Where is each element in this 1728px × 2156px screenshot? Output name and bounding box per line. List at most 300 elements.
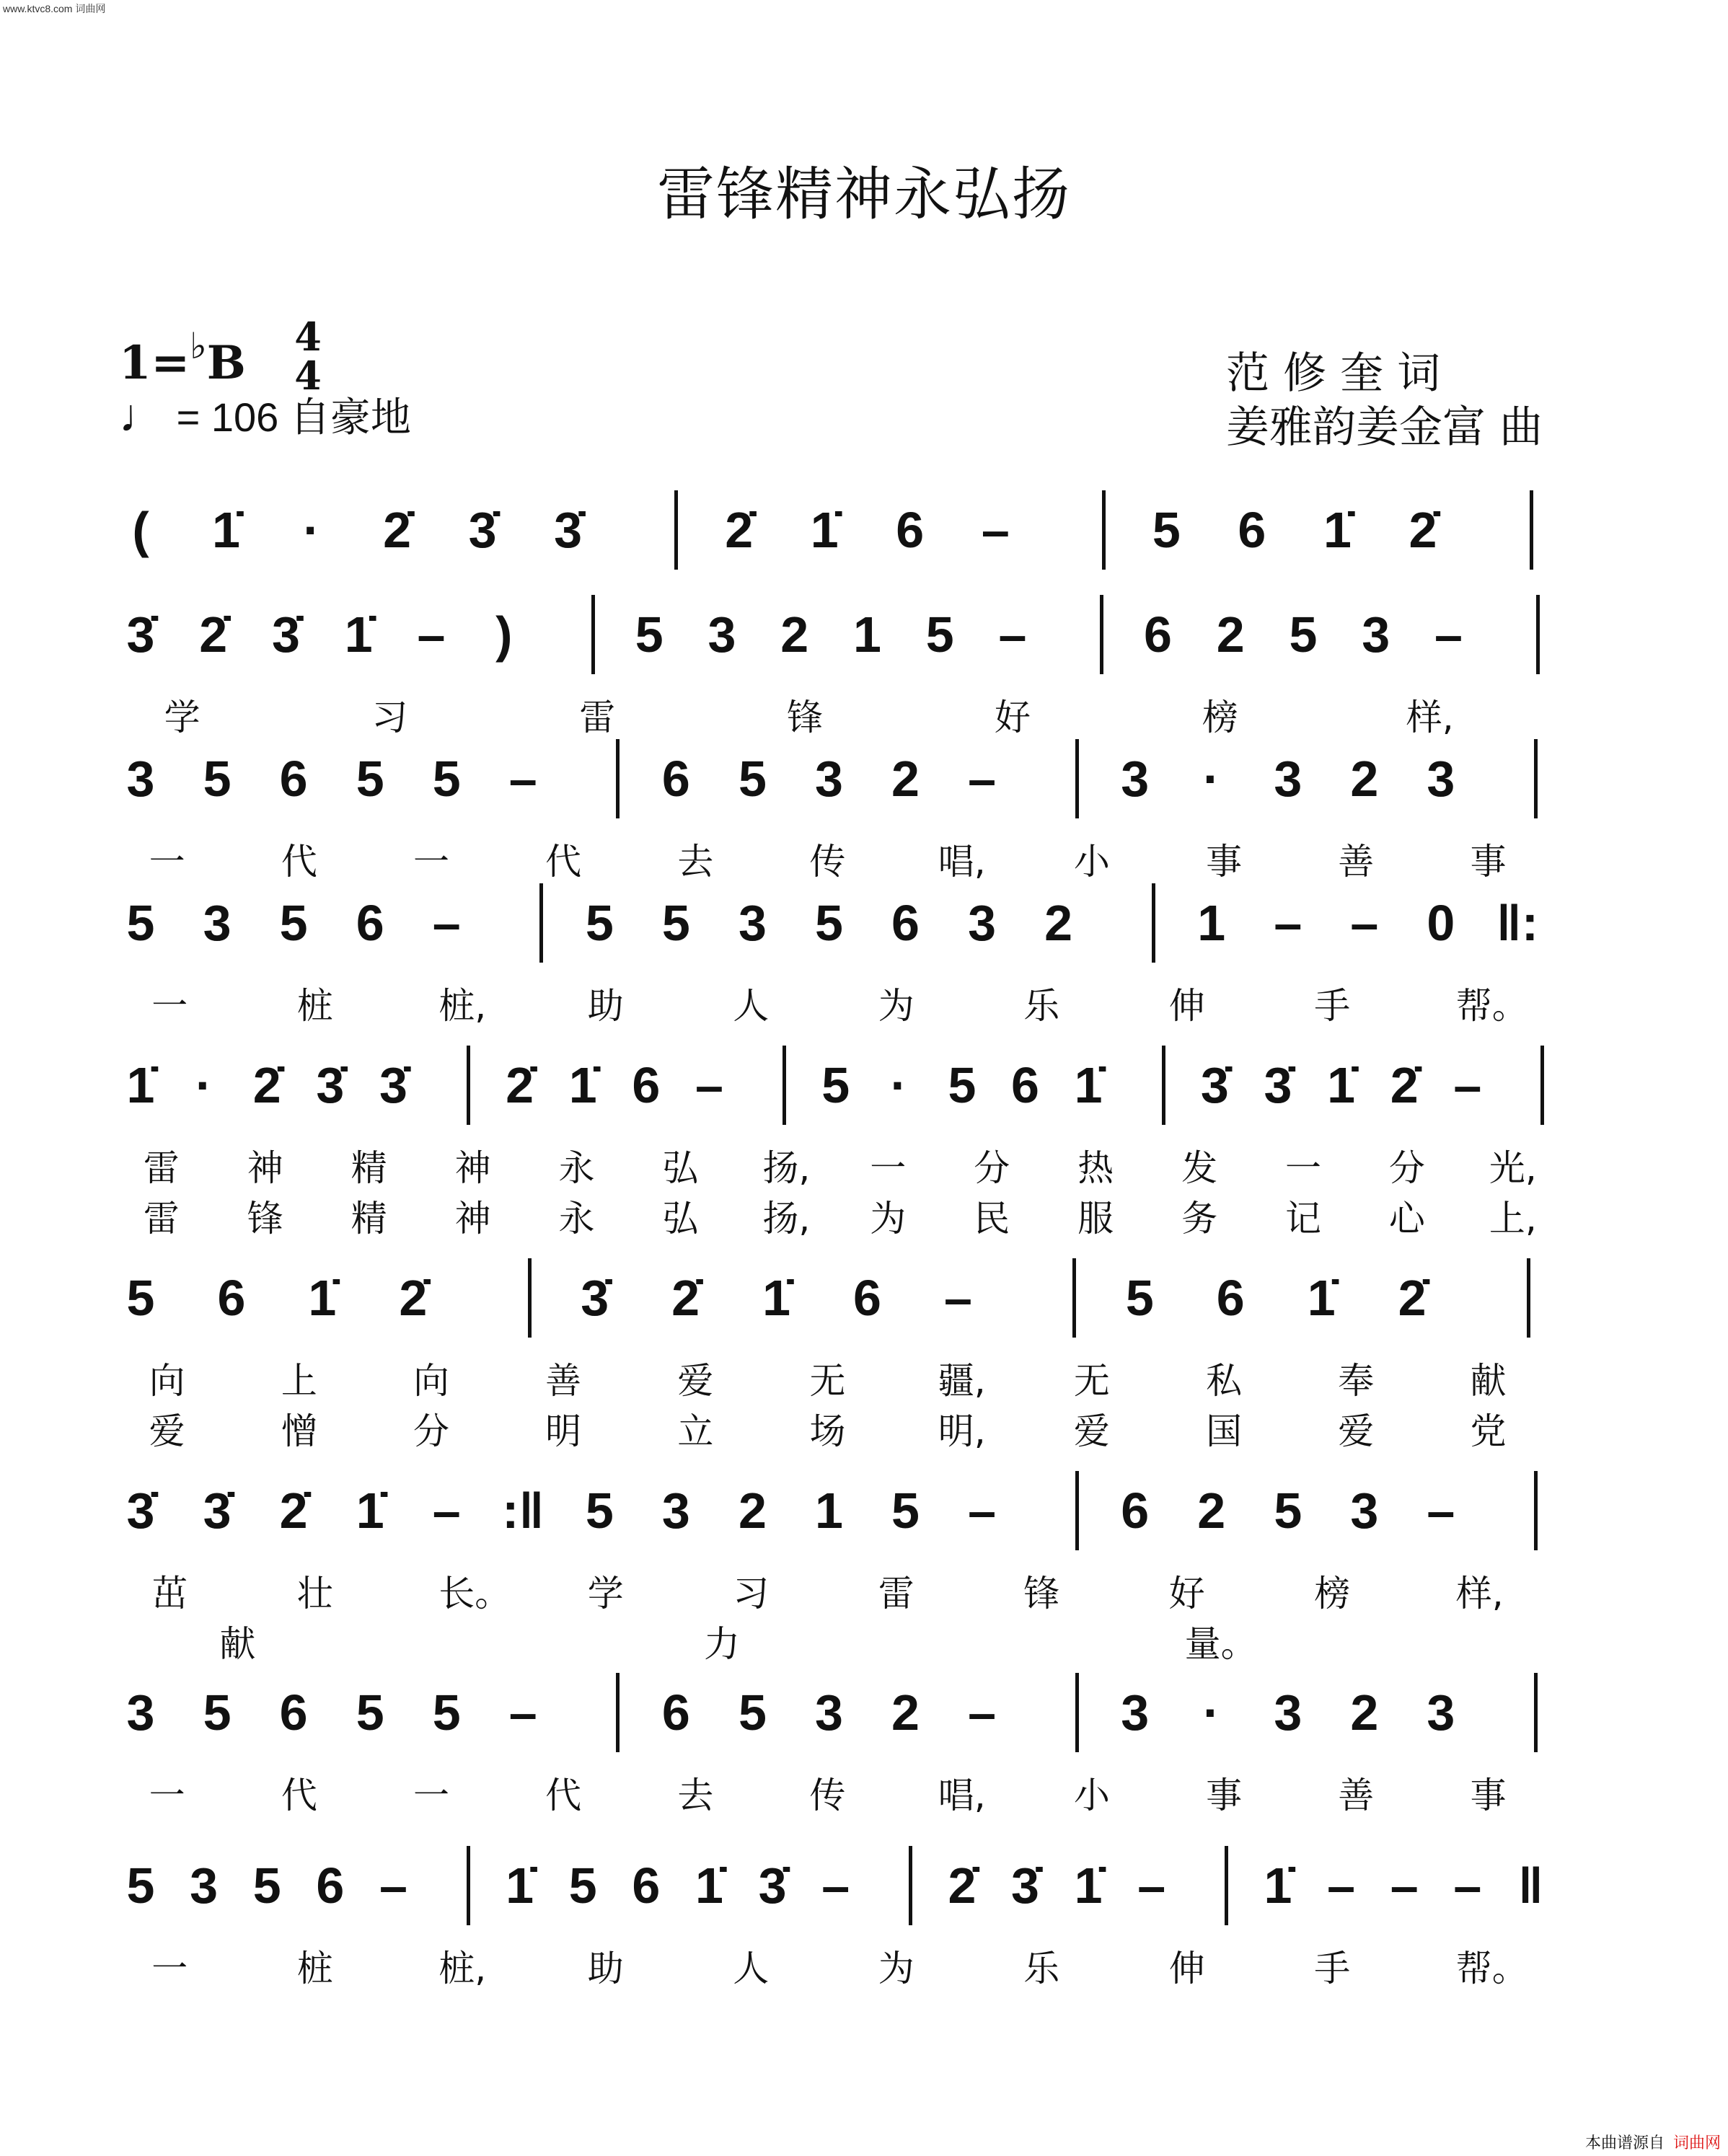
lyric-syllable: 量。 <box>1184 1623 1257 1665</box>
dash-extension: – <box>1350 895 1379 951</box>
lyric-syllable: 明 <box>545 1410 582 1452</box>
augmentation-dot: · <box>890 1057 907 1113</box>
lyric-syllable: 雷 <box>143 1198 180 1240</box>
lyric-syllable: 永 <box>558 1147 595 1189</box>
lyric-syllable: 一 <box>413 841 449 883</box>
bar-line <box>467 1846 470 1925</box>
dash-extension: – <box>508 751 537 807</box>
dash-extension: – <box>968 1483 997 1539</box>
dash-extension: – <box>968 1684 997 1741</box>
note-number: 5 <box>891 1483 920 1539</box>
lyric-syllable: 伸 <box>1168 985 1205 1027</box>
note-number: 3 <box>1274 751 1302 807</box>
note-number: 2̇ <box>1398 1270 1427 1326</box>
lyric-syllable: 永 <box>558 1198 595 1240</box>
lyric-syllable: 神 <box>247 1147 283 1189</box>
note-number: 3 <box>815 751 843 807</box>
lyric-syllable: 一 <box>413 1775 449 1816</box>
note-number: 1̇ <box>695 1857 723 1914</box>
bar-line <box>591 595 595 674</box>
lyric-syllable: 去 <box>677 841 714 883</box>
note-number: 6 <box>1144 606 1172 663</box>
lyric-syllable: 务 <box>1181 1198 1218 1240</box>
lyric-syllable: 上 <box>281 1360 317 1402</box>
bar-line <box>1534 1673 1538 1752</box>
bar-line <box>1075 1471 1079 1550</box>
bar-line <box>1075 1673 1079 1752</box>
note-number: 3̇ <box>203 1483 232 1539</box>
bar-line <box>1075 739 1079 818</box>
lyric-syllable: 事 <box>1206 1775 1243 1816</box>
lyric-syllable: 代 <box>545 841 582 883</box>
note-number: 1̇ <box>1264 1857 1292 1914</box>
note-number: 6 <box>632 1857 661 1914</box>
note-number: 3 <box>203 895 232 951</box>
note-number: 6 <box>217 1270 246 1326</box>
note-number: 3 <box>707 606 736 663</box>
note-number: 3̇ <box>126 1483 155 1539</box>
note-number: 6 <box>632 1057 661 1113</box>
lyric-syllable: 学 <box>164 697 200 738</box>
lyric-syllable: 献 <box>219 1623 256 1665</box>
lyric-syllable: 私 <box>1206 1360 1243 1402</box>
note-number: 5 <box>821 1057 850 1113</box>
note-number: 5 <box>126 1857 155 1914</box>
note-number: 3 <box>661 1483 690 1539</box>
bar-line <box>1102 490 1106 570</box>
lyric-syllable: 一 <box>1285 1147 1321 1189</box>
dash-extension: – <box>1453 1057 1482 1113</box>
note-number: 5 <box>585 895 614 951</box>
lyric-syllable: 壮 <box>296 1573 333 1614</box>
footer-note <box>1585 2131 1721 2153</box>
note-number: 1̇ <box>810 502 839 558</box>
note-number: 5 <box>738 1684 767 1741</box>
note-number: 1̇ <box>1323 502 1352 558</box>
note-number: ( <box>132 502 149 558</box>
lyric-syllable: 传 <box>809 841 846 883</box>
bar-line <box>1152 883 1155 963</box>
note-number: 6 <box>891 895 920 951</box>
lyric-syllable: 雷 <box>878 1573 914 1614</box>
lyric-syllable: 榜 <box>1202 697 1238 738</box>
note-number: 5 <box>661 895 690 951</box>
lyricist-credit: 范 修 奎 词 <box>1226 348 1441 399</box>
note-number: 2̇ <box>671 1270 700 1326</box>
bar-line <box>1527 1258 1530 1338</box>
bar-line <box>616 739 620 818</box>
note-number: 3 <box>815 1684 843 1741</box>
lyric-syllable: 乐 <box>1023 1948 1060 1989</box>
dash-extension: – <box>1390 1857 1419 1914</box>
dash-extension: – <box>1434 606 1463 663</box>
lyric-syllable: 手 <box>1314 1948 1351 1989</box>
lyric-syllable: 向 <box>149 1360 185 1402</box>
bar-line <box>539 883 543 963</box>
lyric-syllable: 神 <box>454 1147 491 1189</box>
lyric-syllable: 弘 <box>662 1198 699 1240</box>
lyric-syllable: 雷 <box>143 1147 180 1189</box>
lyric-syllable: 为 <box>878 1948 914 1989</box>
lyric-syllable: 善 <box>1338 841 1375 883</box>
lyric-syllable: 唱, <box>938 1775 986 1816</box>
lyric-syllable: 锋 <box>787 697 824 738</box>
note-number: 6 <box>1121 1483 1150 1539</box>
time-signature-top: 4 <box>294 314 322 360</box>
note-number: ) <box>495 606 513 663</box>
note-number: 5 <box>585 1483 614 1539</box>
note-number: 5 <box>432 1684 461 1741</box>
augmentation-dot: · <box>1203 1684 1220 1741</box>
lyric-syllable: 党 <box>1470 1410 1507 1452</box>
lyric-syllable: 桩, <box>438 985 487 1027</box>
note-number: 5 <box>925 606 954 663</box>
dash-extension: – <box>968 751 997 807</box>
note-number: 1̇ <box>1327 1057 1356 1113</box>
footer-source: 本曲谱源自 <box>1584 2134 1665 2152</box>
tempo-value: = 106 <box>176 394 279 440</box>
note-number: 3̇ <box>1011 1857 1039 1914</box>
lyric-syllable: 一 <box>149 841 185 883</box>
composer-credit: 姜雅韵姜金富 曲 <box>1226 402 1543 453</box>
lyric-syllable: 善 <box>545 1360 582 1402</box>
note-number: 2 <box>891 751 920 807</box>
lyric-syllable: 代 <box>281 1775 317 1816</box>
lyric-syllable: 习 <box>733 1573 770 1614</box>
lyric-syllable: 榜 <box>1314 1573 1351 1614</box>
lyric-syllable: 力 <box>704 1623 740 1665</box>
lyric-syllable: 分 <box>1388 1147 1425 1189</box>
lyric-syllable: 为 <box>878 985 914 1027</box>
lyric-syllable: 桩 <box>296 985 333 1027</box>
note-number: 2 <box>1350 1684 1379 1741</box>
augmentation-dot: · <box>195 1057 213 1113</box>
lyric-syllable: 为 <box>870 1198 907 1240</box>
note-number: 1̇ <box>356 1483 384 1539</box>
note-number: 3̇ <box>581 1270 609 1326</box>
lyric-syllable: 爱 <box>677 1360 714 1402</box>
lyric-syllable: 样, <box>1406 697 1454 738</box>
lyric-syllable: 习 <box>371 697 408 738</box>
note-number: 2̇ <box>725 502 754 558</box>
lyric-syllable: 一 <box>151 985 188 1027</box>
note-number: ‖ <box>1517 1857 1543 1914</box>
lyric-syllable: 弘 <box>662 1147 699 1189</box>
note-number: 3 <box>1274 1684 1302 1741</box>
note-number: 5 <box>252 1857 281 1914</box>
bar-line <box>528 1258 532 1338</box>
note-number: 5 <box>203 1684 232 1741</box>
lyric-syllable: 人 <box>733 1948 770 1989</box>
note-number: ‖: <box>1496 895 1538 951</box>
lyric-syllable: 奉 <box>1338 1360 1375 1402</box>
lyric-syllable: 茁 <box>151 1573 188 1614</box>
lyric-syllable: 雷 <box>579 697 616 738</box>
lyric-syllable: 上, <box>1489 1198 1537 1240</box>
lyric-syllable: 小 <box>1073 841 1110 883</box>
note-number: 3 <box>1362 606 1390 663</box>
note-number: 3 <box>1427 1684 1455 1741</box>
note-number: 2̇ <box>199 606 228 663</box>
bar-line <box>783 1046 786 1125</box>
note-number: 3̇ <box>468 502 497 558</box>
note-number: 2 <box>738 1483 767 1539</box>
note-number: 3̇ <box>1200 1057 1229 1113</box>
lyric-syllable: 帮。 <box>1455 985 1528 1027</box>
note-number: 2̇ <box>399 1270 428 1326</box>
bar-line <box>1540 1046 1544 1125</box>
note-number: 1̇ <box>568 1057 597 1113</box>
lyric-syllable: 锋 <box>1023 1573 1060 1614</box>
note-number: 3̇ <box>758 1857 787 1914</box>
lyric-syllable: 服 <box>1077 1198 1114 1240</box>
quarter-note-icon: ♩ <box>119 389 165 441</box>
note-number: 5 <box>432 751 461 807</box>
note-number: 2̇ <box>383 502 412 558</box>
dash-extension: – <box>508 1684 537 1741</box>
lyric-syllable: 帮。 <box>1455 1948 1528 1989</box>
lyric-syllable: 助 <box>587 985 624 1027</box>
note-number: 5 <box>948 1057 977 1113</box>
key-letter: B <box>206 336 246 390</box>
song-title: 雷锋精神永弘扬 <box>657 161 1071 228</box>
note-number: 6 <box>661 1684 690 1741</box>
time-signature-bottom: 4 <box>294 353 322 399</box>
lyric-syllable: 一 <box>149 1775 185 1816</box>
flat-sign: ♭ <box>190 324 207 367</box>
lyric-syllable: 场 <box>809 1410 846 1452</box>
lyric-syllable: 疆, <box>938 1360 986 1402</box>
lyric-syllable: 好 <box>995 697 1031 738</box>
note-number: 5 <box>635 606 664 663</box>
lyric-syllable: 爱 <box>1338 1410 1375 1452</box>
lyric-syllable: 手 <box>1314 985 1351 1027</box>
note-number: 3 <box>1350 1483 1379 1539</box>
lyric-syllable: 学 <box>587 1573 624 1614</box>
lyric-syllable: 记 <box>1285 1198 1321 1240</box>
note-number: 1̇ <box>1074 1857 1103 1914</box>
lyric-syllable: 事 <box>1206 841 1243 883</box>
lyric-syllable: 明, <box>938 1410 986 1452</box>
note-number: 1̇ <box>1307 1270 1336 1326</box>
note-number: 5 <box>356 1684 384 1741</box>
lyric-syllable: 一 <box>870 1147 907 1189</box>
bar-line <box>467 1046 470 1125</box>
note-number: 6 <box>1011 1057 1039 1113</box>
lyric-syllable: 分 <box>974 1147 1010 1189</box>
note-number: 6 <box>279 751 308 807</box>
lyric-syllable: 唱, <box>938 841 986 883</box>
lyric-syllable: 乐 <box>1023 985 1060 1027</box>
note-number: 5 <box>1274 1483 1302 1539</box>
note-number: 6 <box>1216 1270 1245 1326</box>
bar-line <box>674 490 678 570</box>
lyric-syllable: 桩, <box>438 1948 487 1989</box>
lyric-syllable: 好 <box>1168 1573 1205 1614</box>
lyric-syllable: 助 <box>587 1948 624 1989</box>
dash-extension: – <box>432 1483 461 1539</box>
bar-line <box>616 1673 620 1752</box>
note-number: 3 <box>1121 751 1150 807</box>
bar-line <box>1530 490 1533 570</box>
note-number: 2 <box>891 1684 920 1741</box>
lyric-syllable: 心 <box>1388 1198 1425 1240</box>
lyric-syllable: 锋 <box>247 1198 283 1240</box>
tempo-mood: 自豪地 <box>289 394 411 440</box>
dash-extension: – <box>1453 1857 1482 1914</box>
note-number: 0 <box>1427 895 1455 951</box>
footer-brand: 词曲网 <box>1672 2134 1721 2152</box>
lyric-syllable: 热 <box>1077 1147 1114 1189</box>
note-number: 5 <box>1152 502 1181 558</box>
lyric-syllable: 精 <box>351 1147 387 1189</box>
lyric-syllable: 小 <box>1073 1775 1110 1816</box>
lyric-syllable: 神 <box>454 1198 491 1240</box>
note-number: 5 <box>203 751 232 807</box>
key-one: 1 <box>119 336 151 390</box>
dash-extension: – <box>1327 1857 1356 1914</box>
note-number: 1̇ <box>506 1857 534 1914</box>
note-number: 6 <box>896 502 925 558</box>
bar-line <box>1072 1258 1076 1338</box>
note-number: 2̇ <box>506 1057 534 1113</box>
bar-line <box>1536 595 1540 674</box>
note-number: 6 <box>279 1684 308 1741</box>
lyric-syllable: 代 <box>545 1775 582 1816</box>
note-number: 3 <box>190 1857 219 1914</box>
lyric-syllable: 长。 <box>438 1573 511 1614</box>
note-number: 2̇ <box>252 1057 281 1113</box>
lyric-syllable: 分 <box>413 1410 449 1452</box>
note-number: 6 <box>1238 502 1266 558</box>
dash-extension: – <box>379 1857 407 1914</box>
dash-extension: – <box>432 895 461 951</box>
key-equals: = <box>151 336 190 390</box>
note-number: 3̇ <box>316 1057 345 1113</box>
note-number: 1 <box>815 1483 843 1539</box>
note-number: 5 <box>279 895 308 951</box>
note-number: 3̇ <box>554 502 583 558</box>
lyric-syllable: 传 <box>809 1775 846 1816</box>
bar-line <box>1534 1471 1538 1550</box>
lyric-syllable: 发 <box>1181 1147 1218 1189</box>
note-number: 3 <box>968 895 997 951</box>
note-number: 1 <box>1197 895 1226 951</box>
note-number: 3̇ <box>126 606 155 663</box>
bar-line <box>1162 1046 1165 1125</box>
lyric-syllable: 国 <box>1206 1410 1243 1452</box>
note-number: 5 <box>126 1270 155 1326</box>
lyric-syllable: 精 <box>351 1198 387 1240</box>
lyric-syllable: 无 <box>809 1360 846 1402</box>
note-number: 3̇ <box>379 1057 407 1113</box>
dash-extension: – <box>417 606 446 663</box>
note-number: 3̇ <box>272 606 300 663</box>
note-number: 1̇ <box>126 1057 155 1113</box>
note-number: 1̇ <box>212 502 240 558</box>
note-number: 1̇ <box>1074 1057 1103 1113</box>
note-number: 6 <box>316 1857 345 1914</box>
note-number: 5 <box>738 751 767 807</box>
note-number: 2 <box>1044 895 1073 951</box>
note-number: 5 <box>356 751 384 807</box>
note-number: 2 <box>1216 606 1245 663</box>
source-url: www.ktvc8.com 词曲网 <box>3 3 106 14</box>
note-number: 3 <box>1427 751 1455 807</box>
note-number: 6 <box>853 1270 881 1326</box>
dash-extension: – <box>1274 895 1302 951</box>
note-number: 2̇ <box>948 1857 977 1914</box>
lyric-syllable: 人 <box>733 985 770 1027</box>
note-number: 2 <box>780 606 809 663</box>
dash-extension: – <box>695 1057 723 1113</box>
dash-extension: – <box>1137 1857 1166 1914</box>
note-number: 2 <box>1197 1483 1226 1539</box>
lyric-syllable: 爱 <box>1073 1410 1110 1452</box>
note-number: 3 <box>126 1684 155 1741</box>
note-number: 1 <box>853 606 881 663</box>
dash-extension: – <box>943 1270 972 1326</box>
note-number: 2̇ <box>1390 1057 1419 1113</box>
note-number: 2̇ <box>1409 502 1437 558</box>
dash-extension: – <box>998 606 1027 663</box>
note-number: 5 <box>568 1857 597 1914</box>
note-number: 3̇ <box>1264 1057 1292 1113</box>
lyric-syllable: 光, <box>1489 1147 1537 1189</box>
augmentation-dot: · <box>1203 751 1220 807</box>
lyric-syllable: 桩 <box>296 1948 333 1989</box>
note-number: 3 <box>1121 1684 1150 1741</box>
note-number: 2 <box>1350 751 1379 807</box>
note-number: 6 <box>356 895 384 951</box>
note-number: 1̇ <box>762 1270 791 1326</box>
bar-line <box>909 1846 912 1925</box>
lyric-syllable: 伸 <box>1168 1948 1205 1989</box>
note-number: 1̇ <box>308 1270 337 1326</box>
dash-extension: – <box>1427 1483 1455 1539</box>
bar-line <box>1534 739 1538 818</box>
note-number: 6 <box>661 751 690 807</box>
lyric-syllable: 爱 <box>149 1410 185 1452</box>
bar-line <box>1225 1846 1228 1925</box>
lyric-syllable: 民 <box>974 1198 1010 1240</box>
note-number: 5 <box>1125 1270 1154 1326</box>
lyric-syllable: 代 <box>281 841 317 883</box>
augmentation-dot: · <box>303 502 320 558</box>
note-number: 3 <box>126 751 155 807</box>
bar-line <box>1100 595 1103 674</box>
note-number: 5 <box>815 895 843 951</box>
lyric-syllable: 扬, <box>762 1147 811 1189</box>
note-number: 2̇ <box>279 1483 308 1539</box>
lyric-syllable: 扬, <box>762 1198 811 1240</box>
lyric-syllable: 去 <box>677 1775 714 1816</box>
note-number: :‖ <box>502 1483 545 1539</box>
lyric-syllable: 一 <box>151 1948 188 1989</box>
dash-extension: – <box>981 502 1010 558</box>
lyric-syllable: 立 <box>677 1410 714 1452</box>
lyric-syllable: 样, <box>1455 1573 1504 1614</box>
lyric-syllable: 献 <box>1470 1360 1507 1402</box>
lyric-syllable: 善 <box>1338 1775 1375 1816</box>
lyric-syllable: 憎 <box>281 1410 317 1452</box>
lyric-syllable: 事 <box>1470 1775 1507 1816</box>
note-number: 3 <box>738 895 767 951</box>
dash-extension: – <box>821 1857 850 1914</box>
lyric-syllable: 向 <box>413 1360 449 1402</box>
note-number: 5 <box>126 895 155 951</box>
note-number: 1̇ <box>344 606 373 663</box>
